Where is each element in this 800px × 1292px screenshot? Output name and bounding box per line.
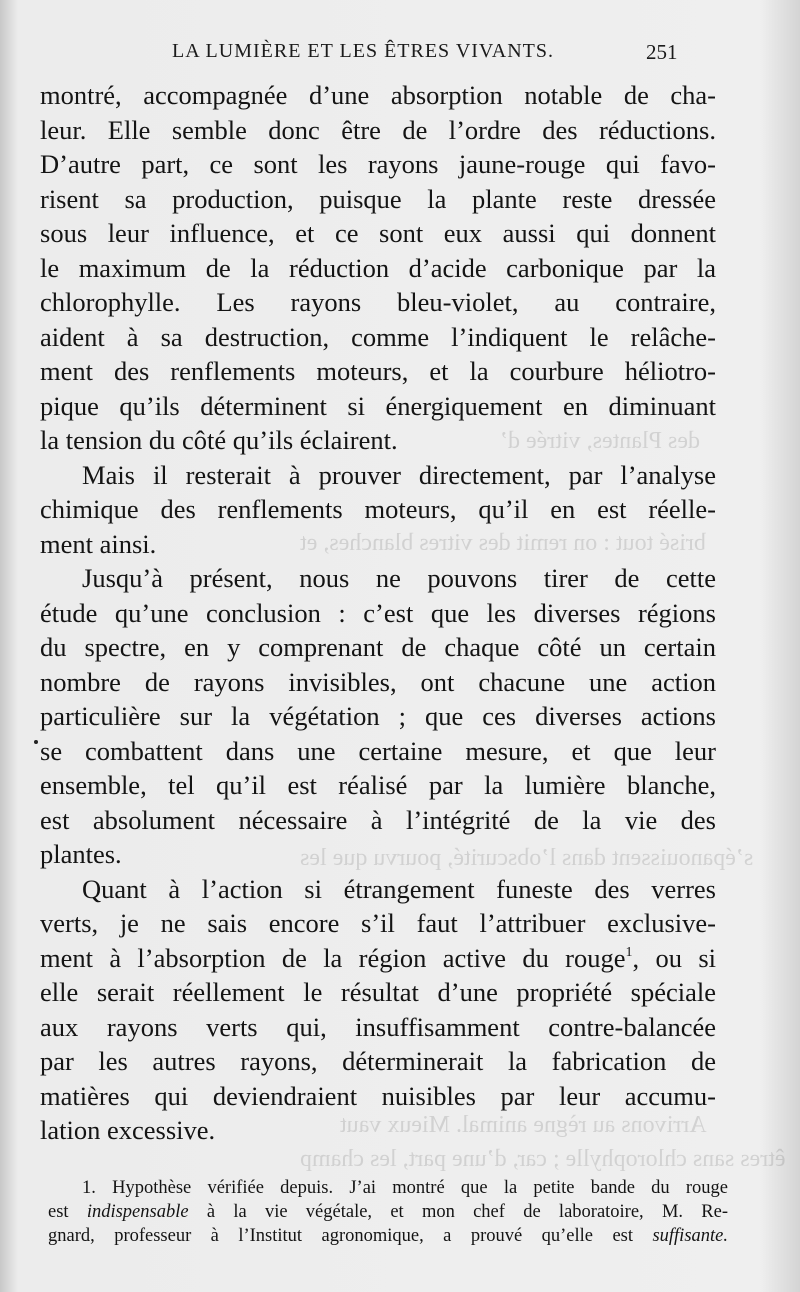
footnote-line [48,1176,728,1200]
footnote-text: Hypothèse vérifiée depuis. J’ai montré que la petite bande du rouge [112,1178,729,1198]
footnote-text: est [48,1202,87,1222]
text-line: ment des renflements moteurs, et la courbure héliotro- [40,356,716,386]
text-line: aident à sa destruction, comme l’indiquent le relâche- [40,321,716,352]
show-through-text: des Plantes, vitrée d’ [500,428,700,454]
footnote-emphasis: indispensable [86,1202,189,1222]
text-line: ensemble, tel qu’il est réalisé par la lumière blanche, [40,770,716,800]
text-line: matières qui deviendraient nuisibles par leur accumu- [40,1080,716,1111]
text-line: sous leur influence, et ce sont eux aussi qui donnent [40,218,716,248]
text-line: D’autre part, ce sont les rayons jaune-rouge qui favo- [40,149,716,179]
text-line: étude qu’une conclusion : c’est que les diverses régions [40,597,716,628]
footnote-number: 1. [82,1178,96,1198]
footnote-line [48,1200,728,1224]
paragraph-start: Mais il resterait à prouver directement, par l’analyse [82,459,716,490]
footnote-ref: 1 [625,944,633,960]
text-line: du spectre, en y comprenant de chaque côté un certain [40,632,716,662]
paragraph-start: Quant à l’action si étrangement funeste des verres [82,873,716,904]
show-through-text: êtres sans chlorophylle ; car, d’une part, les champ [300,1146,786,1172]
page-number: 251 [646,40,678,64]
footnote-emphasis: suffisante. [652,1226,728,1246]
text-line: nombre de rayons invisibles, ont chacune une action [40,666,716,697]
footnote-text: gnard, professeur à l’Institut agronomique, a prouvé qu’elle est [48,1226,653,1246]
text-line: verts, je ne sais encore s’il faut l’attribuer exclusive- [40,908,716,938]
show-through-text: brisé tout : on remit des vitres blanches, et [300,530,706,556]
margin-dot [34,740,38,744]
text-line: se combattent dans une certaine mesure, et que leur [40,735,716,766]
text-line: leur. Elle semble donc être de l’ordre des réductions. [40,114,716,145]
text-line: la tension du côté qu’ils éclairent. [40,425,398,455]
footnote-text: à la vie végétale, et mon chef de laboratoire, M. Re- [188,1202,728,1222]
text-segment: ment à l’absorption de la région active du rouge [40,942,626,973]
body-text [40,78,716,1148]
text-segment: , ou si [632,942,716,973]
text-line: elle serait réellement le résultat d’une propriété spéciale [40,977,716,1007]
text-line: est absolument nécessaire à l’intégrité de la vie des [40,804,716,835]
running-header [0,40,800,70]
text-line: pique qu’ils déterminent si énergiquement en diminuant [40,390,716,421]
show-through-text: s’épanouissent dans l’obscurité, pourvu que les [300,845,754,871]
text-line: particulière sur la végétation ; que ces diverses actions [40,701,716,731]
text-line: ment ainsi. [40,528,157,559]
text-line: aux rayons verts qui, insuffisamment contre-balancée [40,1011,716,1042]
text-line: par les autres rayons, déterminerait la fabrication de [40,1046,716,1076]
text-line-with-footnote-ref [40,941,716,976]
text-line: montré, accompagnée d’une absorption notable de cha- [40,80,716,110]
text-line: le maximum de la réduction d’acide carbonique par la [40,252,716,283]
text-line: lation excessive. [40,1115,216,1145]
show-through-text: Arrivons au règne animal. Mieux vaut [340,1112,707,1138]
text-line: risent sa production, puisque la plante reste dressée [40,183,716,214]
text-line: plantes. [40,839,122,869]
running-title: LA LUMIÈRE ET LES ÊTRES VIVANTS. [172,40,555,62]
footnote-line [48,1224,728,1248]
footnote [48,1176,728,1248]
paragraph-start: Jusqu’à présent, nous ne pouvons tirer de cette [82,563,716,593]
text-line: chlorophylle. Les rayons bleu-violet, au contraire, [40,287,716,317]
text-line: chimique des renflements moteurs, qu’il en est réelle- [40,494,716,524]
